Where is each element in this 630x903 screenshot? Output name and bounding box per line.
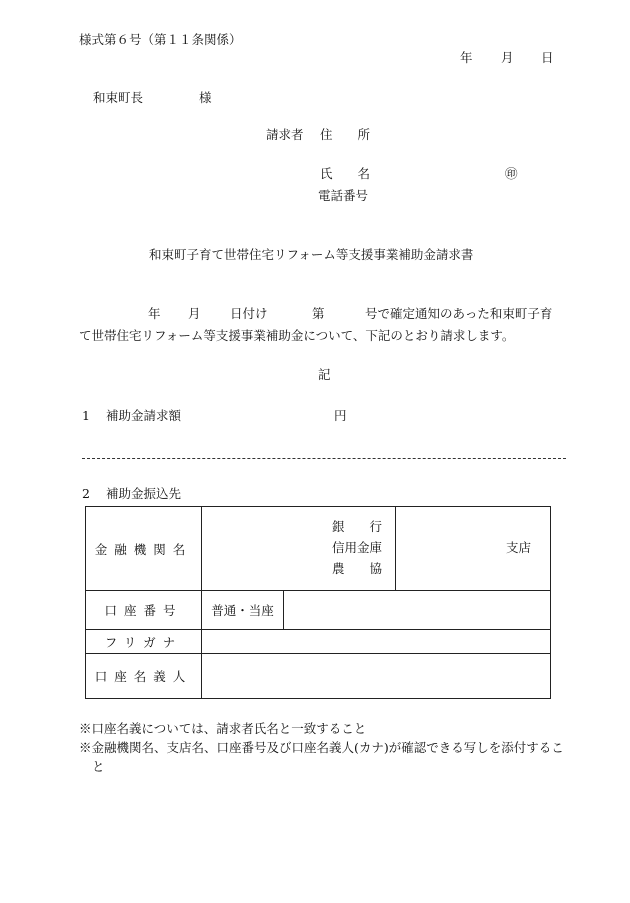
body-month: 月 bbox=[188, 306, 201, 321]
phone-label: 電話番号 bbox=[318, 188, 369, 203]
date-month-label: 月 bbox=[501, 50, 514, 65]
holder-label: 口座名義人 bbox=[94, 669, 193, 684]
section1-label: 補助金請求額 bbox=[106, 408, 182, 423]
section2-number: 2 bbox=[82, 486, 90, 501]
bank-label-cell bbox=[86, 507, 202, 591]
furigana-label-cell bbox=[86, 630, 202, 654]
branch-label: 支店 bbox=[506, 540, 532, 555]
name-label: 氏 名 bbox=[320, 166, 371, 181]
dashed-divider bbox=[82, 458, 566, 459]
addressee-honorific: 様 bbox=[199, 90, 212, 105]
furigana-input[interactable] bbox=[202, 630, 551, 654]
section1-number: 1 bbox=[82, 408, 90, 423]
furigana-label: フリガナ bbox=[104, 634, 183, 650]
section2-label: 補助金振込先 bbox=[106, 486, 182, 501]
seal-mark: ㊞ bbox=[505, 166, 518, 181]
body-year: 年 bbox=[148, 306, 161, 321]
bank-transfer-table bbox=[85, 506, 551, 699]
account-number-row bbox=[86, 591, 551, 630]
furigana-row bbox=[86, 630, 551, 654]
holder-label-cell bbox=[86, 654, 202, 699]
account-number-label: 口座番号 bbox=[104, 603, 183, 618]
note-1: ※口座名義については、請求者氏名と一致すること bbox=[79, 721, 367, 736]
form-id: 様式第６号（第１１条関係） bbox=[79, 32, 242, 47]
holder-input[interactable] bbox=[202, 654, 551, 699]
section1-unit: 円 bbox=[334, 408, 347, 423]
date-year-label: 年 bbox=[460, 50, 473, 65]
date-day-label: 日 bbox=[541, 50, 554, 65]
claimant-label: 請求者 bbox=[266, 127, 304, 142]
body-dai: 第 bbox=[312, 306, 325, 321]
body-line1-rest: 号で確定通知のあった和束町子育 bbox=[365, 306, 553, 321]
holder-row bbox=[86, 654, 551, 699]
account-type-cell[interactable] bbox=[202, 591, 284, 630]
bank-name-input[interactable] bbox=[202, 507, 396, 591]
body-line2: て世帯住宅リフォーム等支援事業補助金について、下記のとおり請求します。 bbox=[79, 328, 515, 343]
account-number-label-cell bbox=[86, 591, 202, 630]
notes bbox=[79, 719, 569, 776]
address-label: 住 所 bbox=[320, 127, 371, 142]
document-title: 和束町子育て世帯住宅リフォーム等支援事業補助金請求書 bbox=[149, 247, 474, 262]
account-number-input[interactable] bbox=[284, 591, 551, 630]
addressee-title: 和束町長 bbox=[93, 90, 144, 105]
bank-row bbox=[86, 507, 551, 591]
body-dated: 日付け bbox=[230, 306, 268, 321]
bank-type-nokyo: 農 協 bbox=[332, 561, 383, 576]
note-2: ※金融機関名、支店名、口座番号及び口座名義人(カナ)が確認できる写しを添付すること bbox=[79, 740, 564, 774]
account-type-label: 普通・当座 bbox=[211, 603, 274, 618]
bank-label: 金融機関名 bbox=[94, 541, 193, 557]
bank-type-shinkin: 信用金庫 bbox=[332, 540, 383, 555]
bank-type-ginko: 銀 行 bbox=[332, 519, 383, 534]
ki-marker: 記 bbox=[318, 367, 331, 382]
branch-input[interactable] bbox=[396, 507, 551, 591]
